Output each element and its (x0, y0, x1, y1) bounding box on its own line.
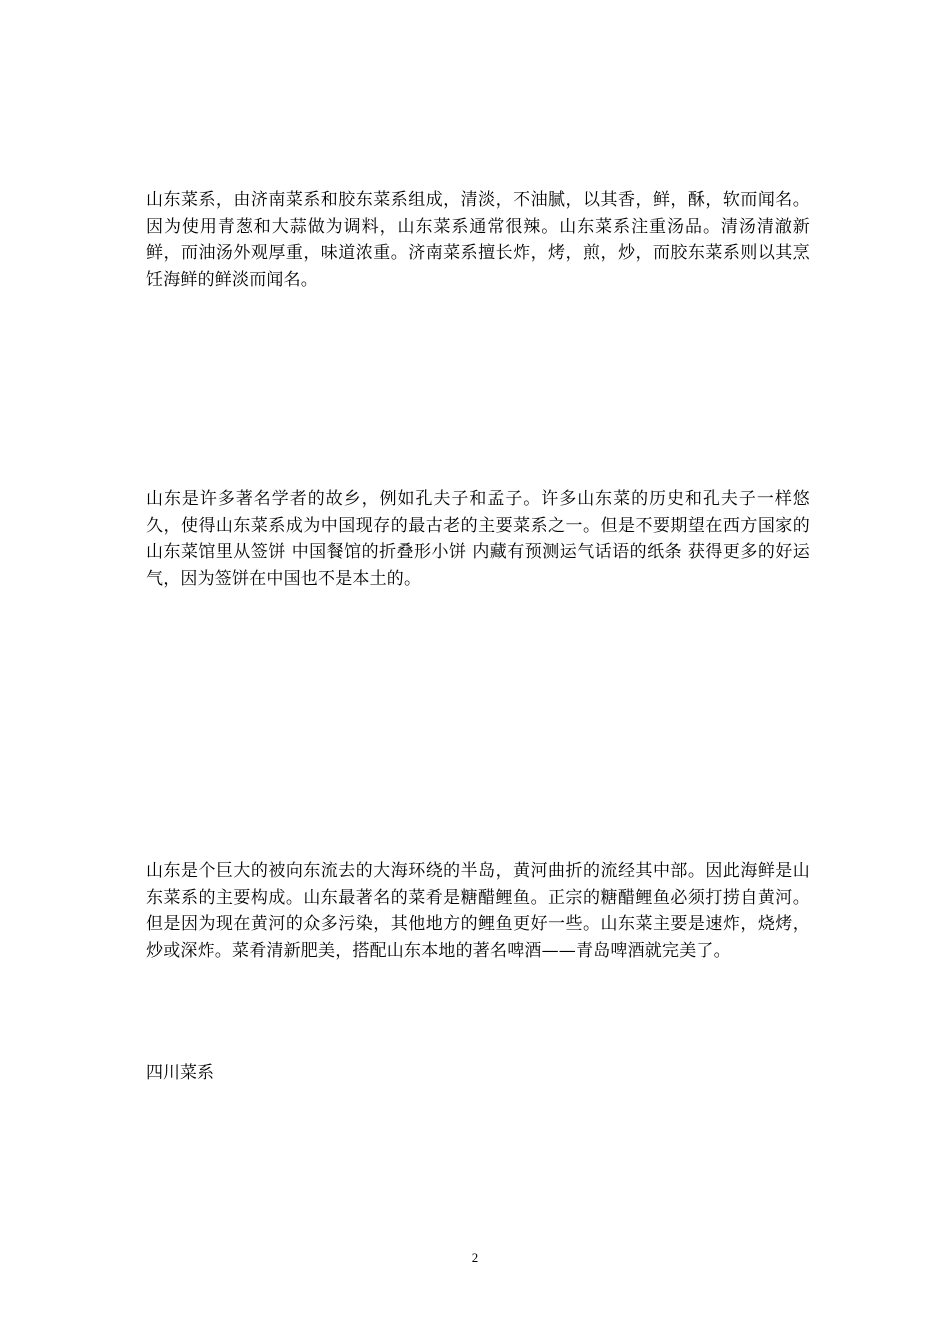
page-number: 2 (471, 1250, 479, 1265)
paragraph-shandong-cuisine-intro: 山东菜系，由济南菜系和胶东菜系组成，清淡，不油腻，以其香，鲜，酥，软而闻名。因为使用青葱和大蒜做为调料，山东菜系通常很辣。山东菜系注重汤品。清汤清澈新鲜，而油汤外观厚重，味道浓重。济南菜系擅长炸，烤，煎，炒，而胶东菜系则以其烹饪海鲜的鲜淡而闻名。 (146, 190, 810, 290)
paragraph-shandong-scholars: 山东是许多著名学者的故乡，例如孔夫子和孟子。许多山东菜的历史和孔夫子一样悠久，使得山东菜系成为中国现存的最古老的主要菜系之一。但是不要期望在西方国家的山东菜馆里从签饼 中国餐馆的折叠形小饼 内藏有预测运气话语的纸条 获得更多的好运气，因为签饼在中国也不是本土的。 (146, 489, 810, 589)
paragraph-shandong-seafood: 山东是个巨大的被向东流去的大海环绕的半岛，黄河曲折的流经其中部。因此海鲜是山东菜系的主要构成。山东最著名的菜肴是糖醋鲤鱼。正宗的糖醋鲤鱼必须打捞自黄河。但是因为现在黄河的众多污染，其他地方的鲤鱼更好一些。山东菜主要是速炸，烧烤，炒或深炸。菜肴清新肥美，搭配山东本地的著名啤酒——青岛啤酒就完美了。 (146, 861, 810, 961)
section-heading-sichuan-cuisine: 四川菜系 (146, 1063, 214, 1083)
